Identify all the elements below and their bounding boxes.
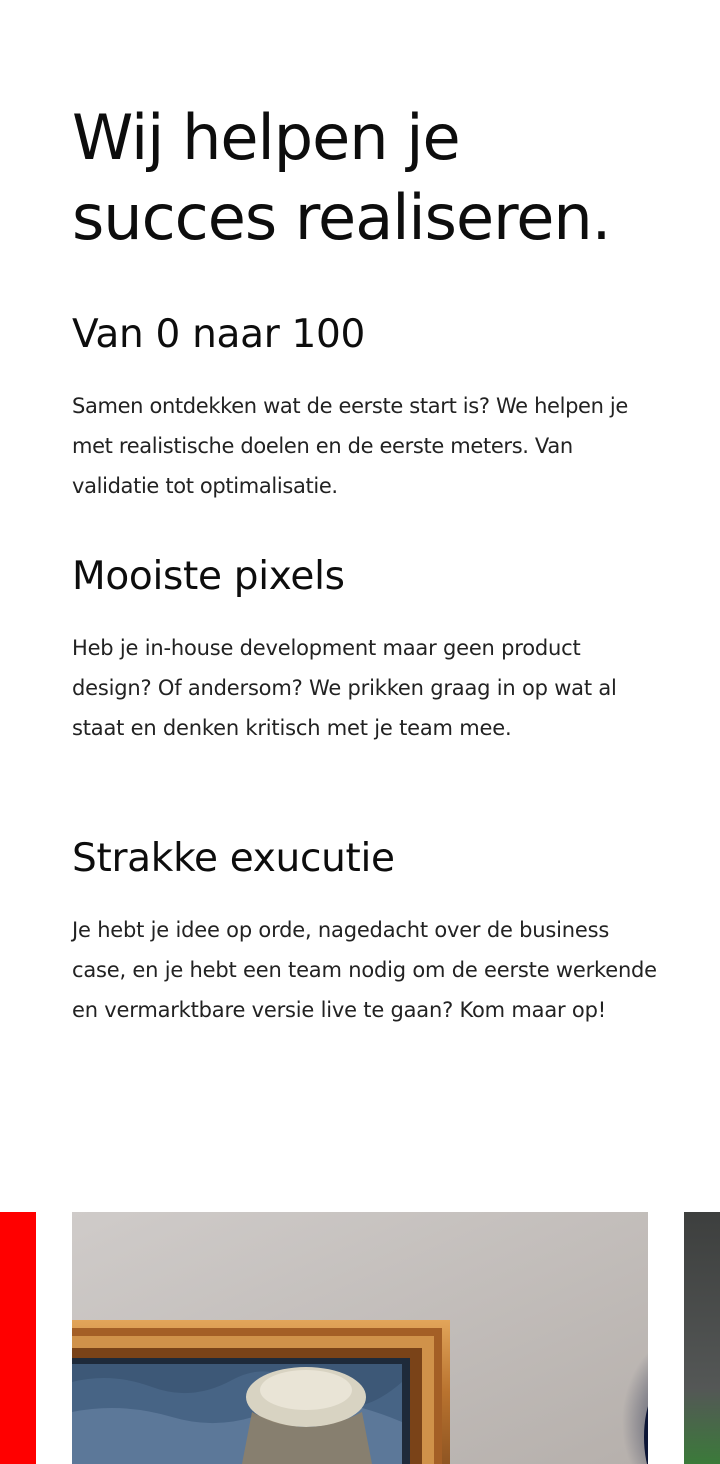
service-section-pixels [72, 554, 662, 748]
service-section-execution [72, 836, 662, 1030]
service-section-0-to-100 [72, 312, 662, 506]
carousel-slide-next[interactable] [684, 1212, 720, 1464]
service-body: Samen ontdekken wat de eerste start is? We helpen je met realistische doelen en de eerste meters. Van validatie tot optimalisatie. [72, 394, 628, 498]
framed-painting-photo [72, 1212, 648, 1464]
service-title: Van 0 naar 100 [72, 312, 366, 357]
hero-title [72, 98, 662, 258]
service-body: Je hebt je idee op orde, nagedacht over de business case, en je hebt een team nodig om de eerste werkende en vermarktbare versie live te gaan? Kom maar op! [72, 918, 657, 1022]
hero [72, 98, 662, 258]
image-carousel[interactable] [0, 1212, 720, 1464]
carousel-slide-previous[interactable] [0, 1212, 36, 1464]
service-title: Strakke exucutie [72, 836, 395, 881]
hero-title-line-2: succes realiseren. [72, 181, 611, 254]
service-body: Heb je in-house development maar geen product design? Of andersom? We prikken graag in op wat al staat en denken kritisch met je team mee. [72, 636, 617, 740]
service-title: Mooiste pixels [72, 554, 345, 599]
hero-title-line-1: Wij helpen je [72, 101, 460, 174]
carousel-slide-current[interactable] [72, 1212, 648, 1464]
